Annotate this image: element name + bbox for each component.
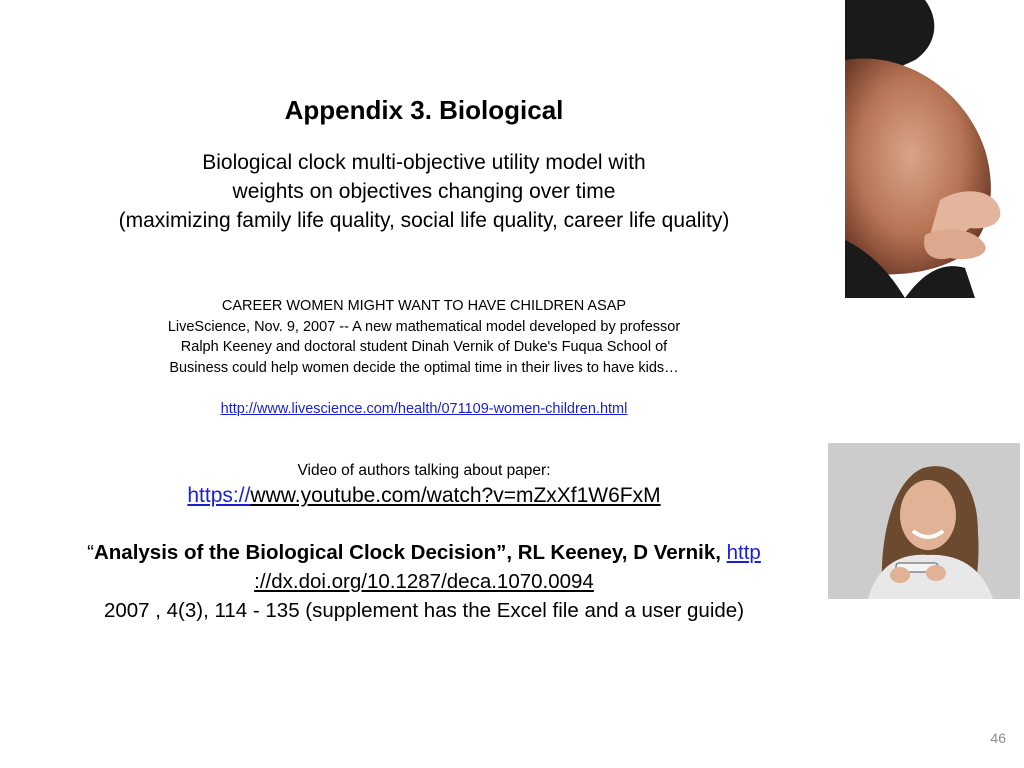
spacer [100,378,748,399]
citation-title: Analysis of the Biological Clock Decision”, RL Keeney, D Vernik, [93,541,727,564]
author-portrait-photo [828,443,1020,599]
video-link[interactable] [100,482,748,510]
pregnant-belly-illustration [845,0,1024,298]
article-excerpt [100,296,748,419]
doi-link-part1[interactable]: http [726,541,761,564]
subtitle-line: (maximizing family life quality, social life quality, career life quality) [118,209,730,232]
video-link-prefix[interactable]: https:// [187,484,251,507]
page-number: 46 [990,730,1006,746]
citation [40,538,808,625]
pregnant-belly-photo [845,0,1024,298]
article-line: Ralph Keeney and doctoral student Dinah Vernik of Duke's Fuqua School of [180,339,668,355]
author-portrait-illustration [828,443,1020,599]
livescience-link[interactable]: http://www.livescience.com/health/071109-women-children.html [220,400,628,417]
article-line: LiveScience, Nov. 9, 2007 -- A new mathematical model developed by professor [167,318,681,335]
video-link-rest[interactable]: www.youtube.com/watch?v=mZxXf1W6FxM [250,484,661,507]
slide-subtitle [60,148,788,235]
doi-link-part2[interactable]: ://dx.doi.org/10.1287/deca.1070.0094 [254,570,594,593]
slide-title: Appendix 3. Biological [284,95,564,125]
article-headline: CAREER WOMEN MIGHT WANT TO HAVE CHILDREN ASAP [221,298,627,314]
video-label: Video of authors talking about paper: [297,462,551,479]
subtitle-line: Biological clock multi-objective utility model with [202,151,646,174]
subtitle-line: weights on objectives changing over time [232,180,616,203]
citation-open-quote: “ [87,541,94,564]
article-line: Business could help women decide the optimal time in their lives to have kids… [169,359,679,376]
citation-details: 2007 , 4(3), 114 - 135 (supplement has the Excel file and a user guide) [103,599,745,622]
